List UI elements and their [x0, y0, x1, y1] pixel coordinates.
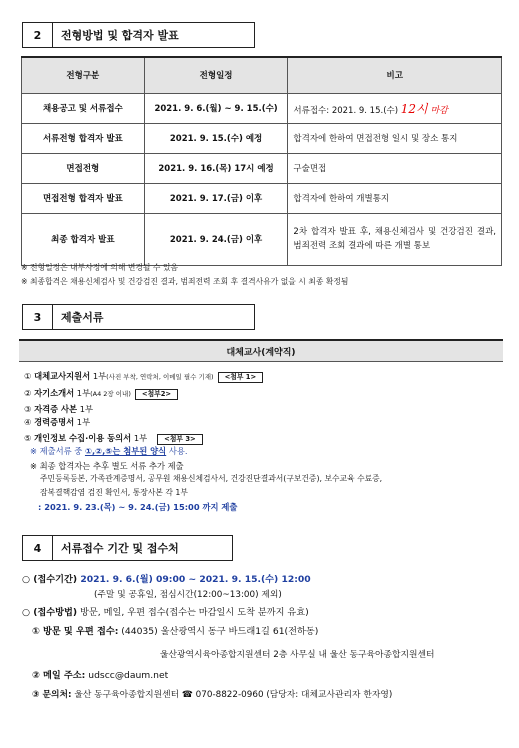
form-note-highlight: ①,②,⑤는 첨부된 양식: [84, 446, 167, 456]
visit-label: ① 방문 및 우편 접수:: [32, 626, 119, 637]
date-cell: 2021. 9. 15.(수) 예정: [144, 123, 288, 153]
mail-value: udscc@daum.net: [85, 670, 169, 681]
note-cell: 합격자에 한하여 개별통지: [288, 183, 502, 213]
table-header-row: [22, 57, 502, 93]
section-title: 서류접수 기간 및 접수처: [53, 535, 233, 561]
form-note: [30, 445, 188, 457]
list-item: [24, 403, 93, 415]
deadline-suffix: 마감: [427, 105, 448, 116]
final-docs-deadline: : 2021. 9. 23.(목) ~ 9. 24.(금) 15:00 까지 제출: [38, 502, 238, 512]
section-title: 전형방법 및 합격자 발표: [53, 22, 255, 48]
section-2-header: [22, 22, 255, 48]
list-item: [24, 432, 203, 445]
item-count: 1부: [90, 371, 107, 381]
final-docs-list: 잠복결핵감염 검진 확인서, 통장사본 각 1부: [40, 488, 188, 497]
item-number: ⑤: [24, 433, 32, 443]
item-count: 1부: [77, 404, 93, 414]
item-number: ②: [24, 388, 32, 398]
section-3-header: [22, 304, 255, 330]
method-row: [22, 604, 309, 618]
method-label: ○ (접수방법): [22, 607, 78, 618]
visit-value: (44035) 울산광역시 동구 바드래1길 61(전하동): [118, 626, 319, 637]
note-cell: 구술면접: [288, 153, 502, 183]
table-row: [22, 213, 502, 265]
note-cell: 합격자에 한하여 면접전형 일시 및 장소 통지: [288, 123, 502, 153]
section-4-header: [22, 535, 233, 561]
mail-row: [32, 667, 168, 681]
method-value: 방문, 메일, 우편 접수(접수는 마감일시 도착 분까지 유효): [77, 607, 309, 618]
attachment-tag: <첨부 1>: [218, 372, 264, 383]
deadline-highlight: 12시: [400, 101, 428, 116]
final-docs-list: 주민등록등본, 가족관계증명서, 공무원 채용신체검사서, 건강진단결과서(구보건증), 보수교육 수료증,: [40, 474, 383, 483]
item-sub: (A4 2장 이내): [90, 390, 131, 398]
section-title: 제출서류: [53, 304, 255, 330]
attachment-tag: <첨부2>: [135, 389, 178, 400]
list-item: [24, 370, 263, 383]
item-label: 경력증명서: [34, 417, 75, 427]
column-header: 전형일정: [144, 57, 288, 93]
stage-cell: 면접전형 합격자 발표: [22, 183, 145, 213]
column-header: 전형구분: [22, 57, 145, 93]
date-cell: 2021. 9. 17.(금) 이후: [144, 183, 288, 213]
item-sub: (사진 부착, 연락처, 이메일 필수 기재): [106, 373, 214, 381]
item-label: 자격증 사본: [34, 404, 78, 414]
inquiry-row: [32, 687, 392, 700]
list-item: [24, 416, 90, 428]
column-header: 비고: [288, 57, 502, 93]
item-label: 자기소개서: [34, 388, 75, 398]
period-value: 2021. 9. 6.(월) 09:00 ~ 2021. 9. 15.(수) 12:00: [77, 574, 311, 585]
period-note: (주말 및 공휴일, 점심시간(12:00~13:00) 제외): [94, 590, 282, 600]
form-note-suffix: 사용.: [166, 446, 188, 456]
item-count: 1부: [131, 433, 148, 443]
form-note-prefix: ※ 제출서류 중: [30, 446, 85, 456]
date-cell: 2021. 9. 6.(월) ~ 9. 15.(수): [144, 93, 288, 123]
note-text: 서류접수: 2021. 9. 15.(수): [293, 105, 401, 116]
stage-cell: 면접전형: [22, 153, 145, 183]
period-label: ○ (접수기간): [22, 574, 78, 585]
stage-cell: 최종 합격자 발표: [22, 213, 145, 265]
table-row: [22, 93, 502, 123]
schedule-note: ※ 전형일정은 내부사정에 의해 변경될 수 있음: [21, 263, 178, 272]
item-label: 개인정보 수집·이용 동의서: [34, 433, 132, 443]
note-cell: [288, 213, 502, 265]
position-bar: 대체교사(계약직): [19, 339, 503, 362]
section-number: 3: [22, 304, 53, 330]
final-docs-title: ※ 최종 합격자는 추후 별도 서류 추가 제출: [30, 461, 184, 471]
note-cell: [288, 93, 502, 123]
table-row: [22, 183, 502, 213]
inquiry-label: ③ 문의처:: [32, 690, 72, 700]
note-text: 2차 합격자 발표 후, 채용신체검사 및 건강검진 결과, 범죄전력 조회 결과에 따른 개별 통보: [293, 227, 496, 251]
mail-label: ② 메일 주소:: [32, 670, 86, 681]
item-count: 1부: [74, 417, 91, 427]
date-cell: 2021. 9. 16.(목) 17시 예정: [144, 153, 288, 183]
inquiry-value: 울산 동구육아종합지원센터 ☎ 070-8822-0960 (담당자: 대체교사관리자 한자영): [71, 690, 393, 700]
section-number: 2: [22, 22, 53, 48]
item-label: 대체교사지원서: [34, 371, 91, 381]
visit-address: 울산광역시육아종합지원센터 2층 사무실 내 울산 동구육아종합지원센터: [160, 650, 435, 660]
section-number: 4: [22, 535, 53, 561]
schedule-table: [21, 56, 502, 266]
date-cell: 2021. 9. 24.(금) 이후: [144, 213, 288, 265]
item-number: ③: [24, 404, 32, 414]
list-item: [24, 387, 178, 400]
table-row: [22, 153, 502, 183]
item-count: 1부: [74, 388, 91, 398]
item-number: ④: [24, 417, 32, 427]
period-row: [22, 571, 311, 585]
table-row: [22, 123, 502, 153]
item-number: ①: [24, 371, 32, 381]
visit-row: [32, 623, 318, 637]
final-note: ※ 최종합격은 채용신체검사 및 건강검진 결과, 범죄전력 조회 후 결격사유가 없을 시 최종 확정됨: [21, 277, 349, 286]
attachment-tag: <첨부 3>: [157, 434, 203, 445]
stage-cell: 채용공고 및 서류접수: [22, 93, 145, 123]
stage-cell: 서류전형 합격자 발표: [22, 123, 145, 153]
